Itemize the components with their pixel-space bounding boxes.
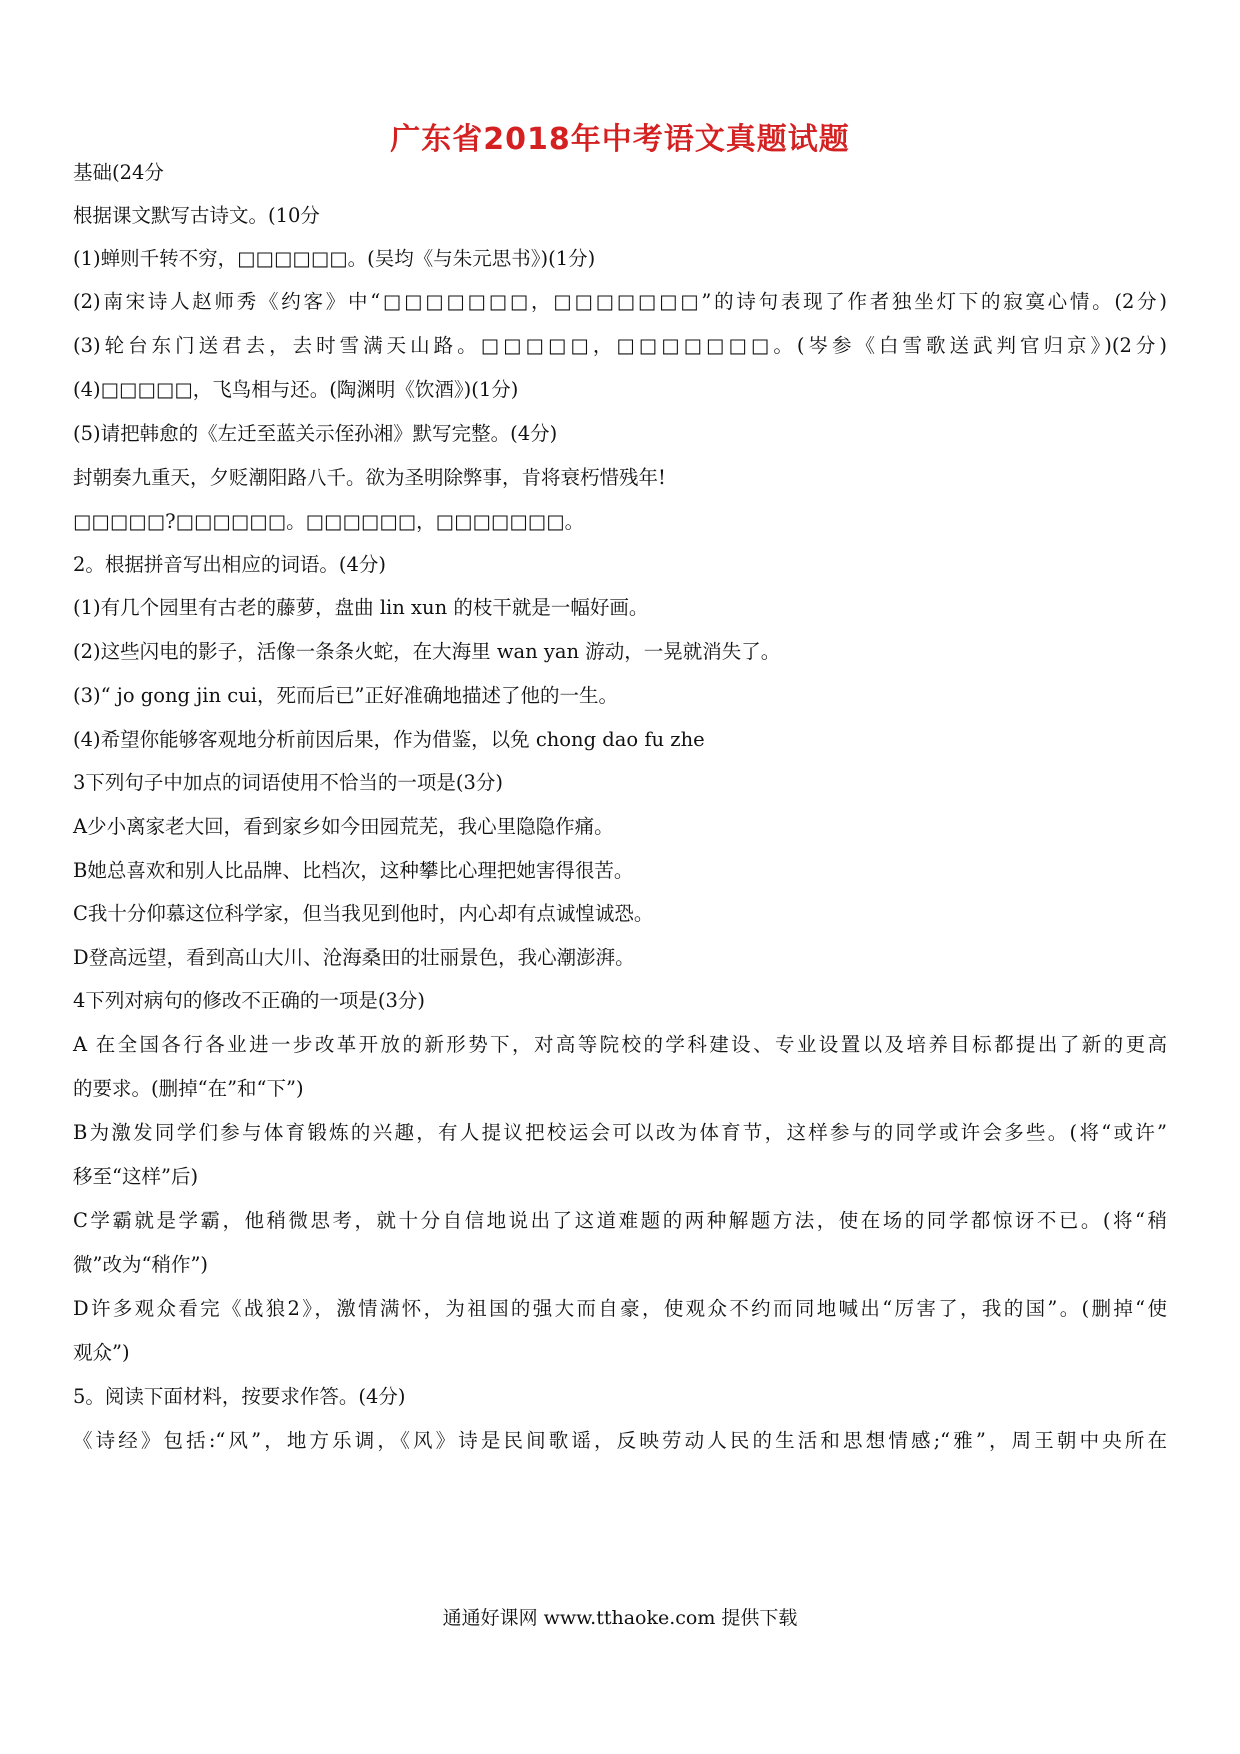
text-line: A少小离家老大回，看到家乡如今田园荒芜，我心里隐隐作痛。: [73, 815, 614, 838]
text-line: (4)□□□□□，飞鸟相与还。(陶渊明《饮酒》)(1分): [73, 378, 519, 401]
text-line: 基础(24分: [73, 161, 164, 184]
text-line: C我十分仰慕这位科学家，但当我见到他时，内心却有点诚惶诚恐。: [73, 902, 654, 925]
page-title: 广东省2018年中考语文真题试题: [390, 122, 850, 157]
text-line: 《诗经》包括:“风”，地方乐调，《风》诗是民间歌谣，反映劳动人民的生活和思想情感;“雅”，周王朝中央所在: [73, 1429, 1167, 1452]
text-line: (2)南宋诗人赵师秀《约客》中“□□□□□□□，□□□□□□□”的诗句表现了作者独坐灯下的寂寞心情。(2分): [73, 290, 1167, 313]
text-line: 根据课文默写古诗文。(10分: [73, 204, 320, 227]
text-line: (5)请把韩愈的《左迁至蓝关示侄孙湘》默写完整。(4分): [73, 422, 558, 445]
text-line: 2。根据拼音写出相应的词语。(4分): [73, 553, 387, 576]
text-line: A 在全国各行各业进一步改革开放的新形势下，对高等院校的学科建设、专业设置以及培养目标都提出了新的更高: [73, 1033, 1167, 1056]
text-line: 移至“这样”后): [73, 1165, 199, 1188]
page-footer: 通通好课网 www.tthaoke.com 提供下载: [442, 1607, 798, 1629]
text-line: (1)有几个园里有古老的藤萝，盘曲 lin xun 的枝干就是一幅好画。: [73, 596, 649, 619]
text-line: 的要求。(删掉“在”和“下”): [73, 1077, 304, 1100]
text-line: B为激发同学们参与体育锻炼的兴趣，有人提议把校运会可以改为体育节，这样参与的同学或许会多些。(将“或许”: [73, 1121, 1167, 1144]
text-line: (2)这些闪电的影子，活像一条条火蛇，在大海里 wan yan 游动，一晃就消失了。: [73, 640, 781, 663]
text-line: 观众”): [73, 1341, 130, 1364]
text-line: C学霸就是学霸，他稍微思考，就十分自信地说出了这道难题的两种解题方法，使在场的同学都惊讶不已。(将“稍: [73, 1209, 1167, 1232]
text-line: 4下列对病句的修改不正确的一项是(3分): [73, 989, 426, 1012]
text-line: 封朝奏九重天，夕贬潮阳路八千。欲为圣明除弊事，肯将衰朽惜残年!: [73, 466, 666, 489]
text-line: □□□□□?□□□□□□。□□□□□□，□□□□□□□。: [73, 510, 585, 533]
text-line: (4)希望你能够客观地分析前因后果，作为借鉴，以免 chong dao fu zhe: [73, 728, 705, 751]
text-line: (3)轮台东门送君去，去时雪满天山路。□□□□□，□□□□□□□。(岑参《白雪歌送武判官归京》)(2分): [73, 334, 1167, 357]
text-line: 微”改为“稍作”): [73, 1253, 209, 1276]
text-line: (3)“ jo gong jin cui，死而后已”正好准确地描述了他的一生。: [73, 684, 618, 707]
text-line: B她总喜欢和别人比品牌、比档次，这种攀比心理把她害得很苦。: [73, 859, 634, 882]
text-line: 3下列句子中加点的词语使用不恰当的一项是(3分): [73, 771, 504, 794]
text-line: 5。阅读下面材料，按要求作答。(4分): [73, 1385, 406, 1408]
text-line: (1)蝉则千转不穷，□□□□□□。(吴均《与朱元思书》)(1分): [73, 247, 596, 270]
text-line: D登高远望，看到高山大川、沧海桑田的壮丽景色，我心潮澎湃。: [73, 946, 635, 969]
text-line: D许多观众看完《战狼2》，激情满怀，为祖国的强大而自豪，使观众不约而同地喊出“厉害了，我的国”。(删掉“使: [73, 1297, 1167, 1320]
